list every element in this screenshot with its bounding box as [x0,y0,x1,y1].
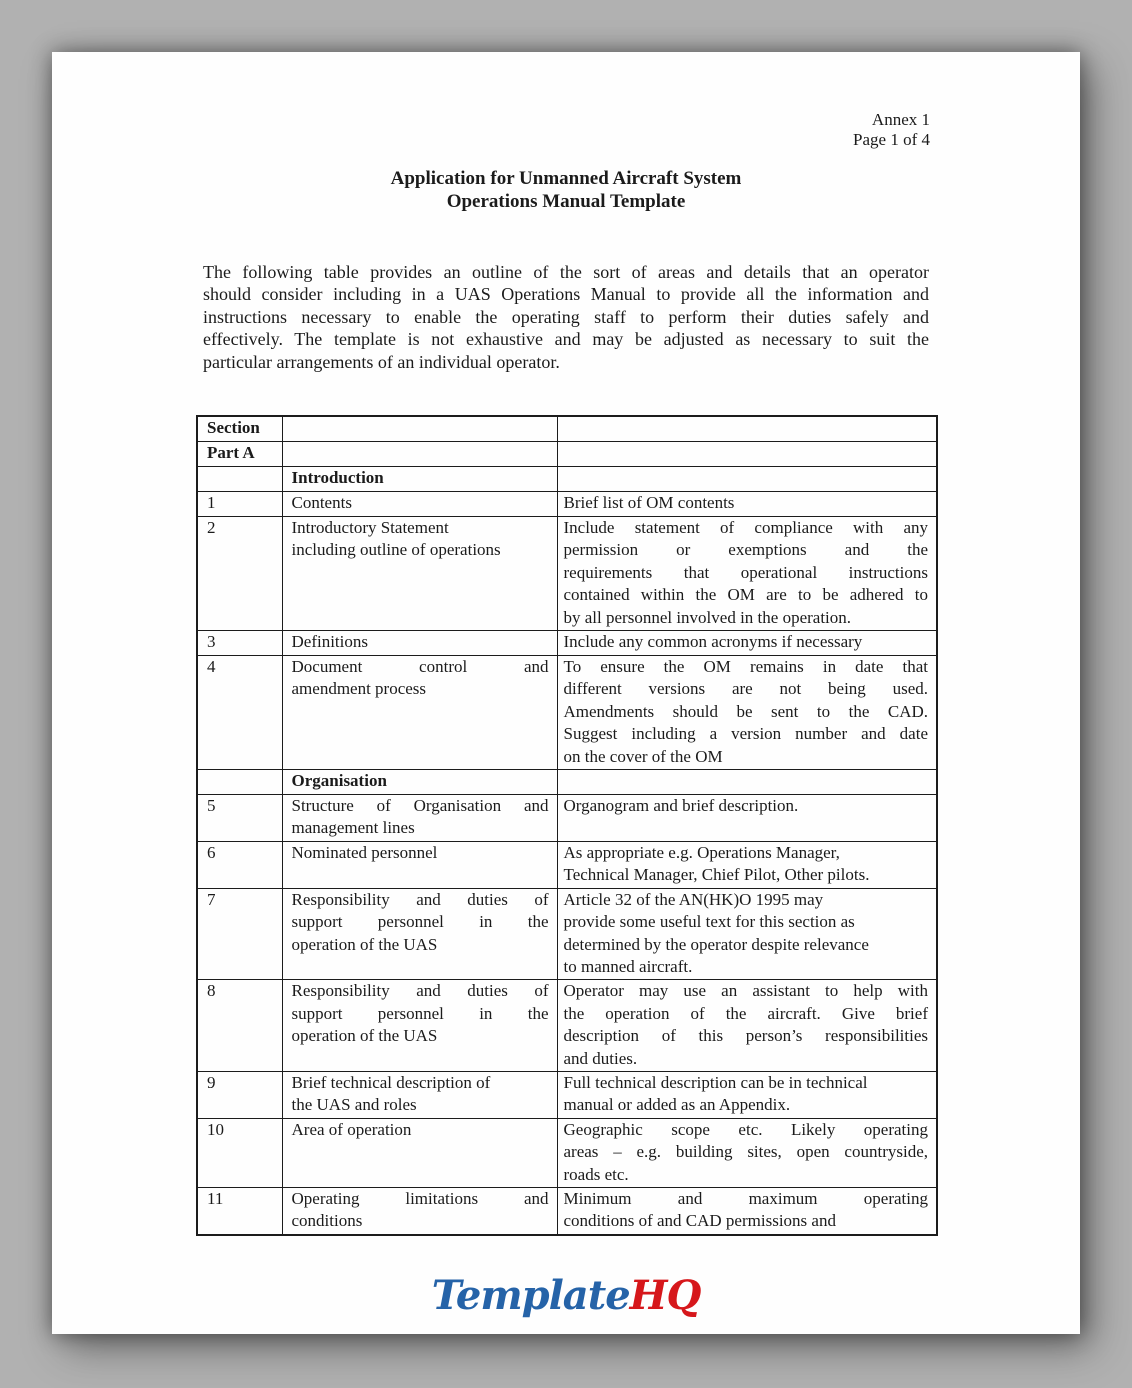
text-line: provide some useful text for this section as [563,912,855,932]
table-row [197,1071,937,1118]
text-line: 7 [207,889,216,909]
text-line: requirements that operational instructions [563,562,928,582]
text-line: As appropriate e.g. Operations Manager, [563,842,840,862]
om-outline-table [196,415,938,1236]
text-line: the operation of the aircraft. Give brief [563,1003,928,1023]
table-row [197,656,937,770]
text-line: Amendments should be sent to the CAD. [563,701,928,721]
table-cell-c2 [282,841,557,888]
text-line: Technical Manager, Chief Pilot, Other pilots. [563,865,870,885]
table-row [197,416,937,442]
text-line: 10 [207,1119,224,1139]
table-cell-c1 [197,841,282,888]
text-line: should consider including in a UAS Operations Manual to provide all the information and [203,284,929,305]
table-cell-c2 [282,1118,557,1187]
table-cell-c1 [197,656,282,770]
text-line: Minimum and maximum operating [563,1188,928,1208]
annex-header [853,110,930,150]
table-cell-c2 [282,442,557,467]
table-cell-c2 [282,770,557,795]
text-line: Suggest including a version number and date [563,724,928,744]
text-line: Document control and [291,657,549,677]
text-line: Geographic scope etc. Likely operating [563,1119,928,1139]
text-line: Organogram and brief description. [563,796,799,816]
table-cell-c2 [282,416,557,442]
logo-text-hq: HQ [629,1272,701,1319]
table-row [197,888,937,980]
table-row [197,442,937,467]
table-cell-c2 [282,467,557,492]
table-row [197,1187,937,1234]
text-line: Introductory Statement [291,518,449,537]
text-line: Definitions [291,632,368,652]
table-cell-c3 [557,631,937,656]
table-cell-c1 [197,1118,282,1187]
text-line: Organisation [291,771,387,791]
text-line: 5 [207,796,216,816]
text-line: amendment process [291,679,427,699]
text-line: the UAS and roles [291,1095,417,1115]
table-cell-c1 [197,416,282,442]
text-line: 9 [207,1072,216,1092]
table-cell-c1 [197,1187,282,1234]
templatehq-logo [52,1272,1080,1320]
text-line: Full technical description can be in technical [563,1072,868,1092]
text-line: to manned aircraft. [563,956,693,976]
table-row [197,517,937,631]
table-cell-c2 [282,1071,557,1118]
table-cell-c3 [557,442,937,467]
text-line: 6 [207,842,216,862]
text-line: contained within the OM are to be adhered to [563,585,928,605]
text-line: Structure of Organisation and [291,796,549,816]
logo-text-template: Template [431,1272,630,1319]
table-cell-c1 [197,980,282,1072]
text-line: Part A [207,443,255,462]
text-line: particular arrangements of an individual operator. [203,351,560,372]
om-table-body [197,416,937,1235]
text-line: manual or added as an Appendix. [563,1095,791,1115]
table-cell-c3 [557,770,937,795]
text-line: description of this person’s responsibilities [563,1026,928,1046]
text-line: Contents [291,493,352,512]
table-cell-c3 [557,795,937,842]
text-line: conditions of and CAD permissions and [563,1211,836,1231]
text-line: Responsibility and duties of [291,889,549,909]
text-line: Include any common acronyms if necessary [563,632,863,652]
table-cell-c3 [557,1071,937,1118]
document-title [52,168,1080,213]
table-cell-c1 [197,888,282,980]
table-cell-c3 [557,416,937,442]
text-line: permission or exemptions and the [563,540,928,560]
text-line: The following table provides an outline of the sort of areas and details that an operator [203,262,929,282]
table-row [197,631,937,656]
text-line: on the cover of the OM [563,746,723,766]
text-line: determined by the operator despite relevance [563,934,869,954]
annex-label: Annex 1 [871,110,930,129]
text-line: operation of the UAS [291,934,438,954]
table-row [197,841,937,888]
text-line: Include statement of compliance with any [563,518,928,537]
text-line: Section [207,418,260,437]
table-cell-c3 [557,492,937,517]
text-line: 11 [207,1188,224,1208]
text-line: Brief list of OM contents [563,493,735,512]
text-line: Introduction [291,468,384,487]
text-line: areas – e.g. building sites, open countryside, [563,1142,928,1162]
text-line: To ensure the OM remains in date that [563,657,928,677]
table-cell-c2 [282,888,557,980]
document-title-line1: Application for Unmanned Aircraft System [390,168,742,189]
text-line: operation of the UAS [291,1026,438,1046]
text-line: 4 [207,657,216,677]
table-cell-c3 [557,980,937,1072]
document-title-line2: Operations Manual Template [446,190,686,212]
text-line: support personnel in the [291,1003,549,1023]
table-row [197,980,937,1072]
page-number: Page 1 of 4 [853,130,930,149]
table-row [197,492,937,517]
text-line: Article 32 of the AN(HK)O 1995 may [563,889,824,909]
table-row [197,467,937,492]
text-line: conditions [291,1211,363,1231]
text-line: and duties. [563,1048,638,1068]
table-cell-c3 [557,1118,937,1187]
text-line: instructions necessary to enable the operating staff to perform their duties safely and [203,306,929,327]
table-cell-c2 [282,492,557,517]
table-cell-c2 [282,795,557,842]
text-line: effectively. The template is not exhaustive and may be adjusted as necessary to suit the [203,329,929,350]
table-cell-c2 [282,1187,557,1234]
text-line: support personnel in the [291,912,549,932]
text-line: 3 [207,632,216,652]
table-cell-c3 [557,517,937,631]
table-cell-c1 [197,1071,282,1118]
table-cell-c2 [282,980,557,1072]
text-line: 2 [207,518,216,537]
table-cell-c1 [197,517,282,631]
table-cell-c1 [197,631,282,656]
table-cell-c2 [282,517,557,631]
table-cell-c3 [557,888,937,980]
table-cell-c1 [197,770,282,795]
table-cell-c2 [282,631,557,656]
intro-paragraph [203,261,929,373]
text-line: Area of operation [291,1119,412,1139]
table-cell-c1 [197,795,282,842]
text-line: management lines [291,818,415,838]
text-line: Brief technical description of [291,1072,491,1092]
text-line: different versions are not being used. [563,679,928,699]
table-cell-c2 [282,656,557,770]
text-line: Operator may use an assistant to help with [563,981,928,1001]
text-line: 1 [207,493,216,512]
document-page [52,52,1080,1334]
table-cell-c3 [557,656,937,770]
table-cell-c3 [557,841,937,888]
text-line: 8 [207,981,216,1001]
text-line: by all personnel involved in the operation. [563,607,852,627]
table-cell-c1 [197,492,282,517]
table-row [197,1118,937,1187]
text-line: Responsibility and duties of [291,981,549,1001]
table-row [197,795,937,842]
table-cell-c1 [197,467,282,492]
table-cell-c1 [197,442,282,467]
text-line: Operating limitations and [291,1188,549,1208]
table-row [197,770,937,795]
text-line: Nominated personnel [291,842,438,862]
text-line: including outline of operations [291,540,501,560]
text-line: roads etc. [563,1164,629,1184]
table-cell-c3 [557,1187,937,1234]
table-cell-c3 [557,467,937,492]
